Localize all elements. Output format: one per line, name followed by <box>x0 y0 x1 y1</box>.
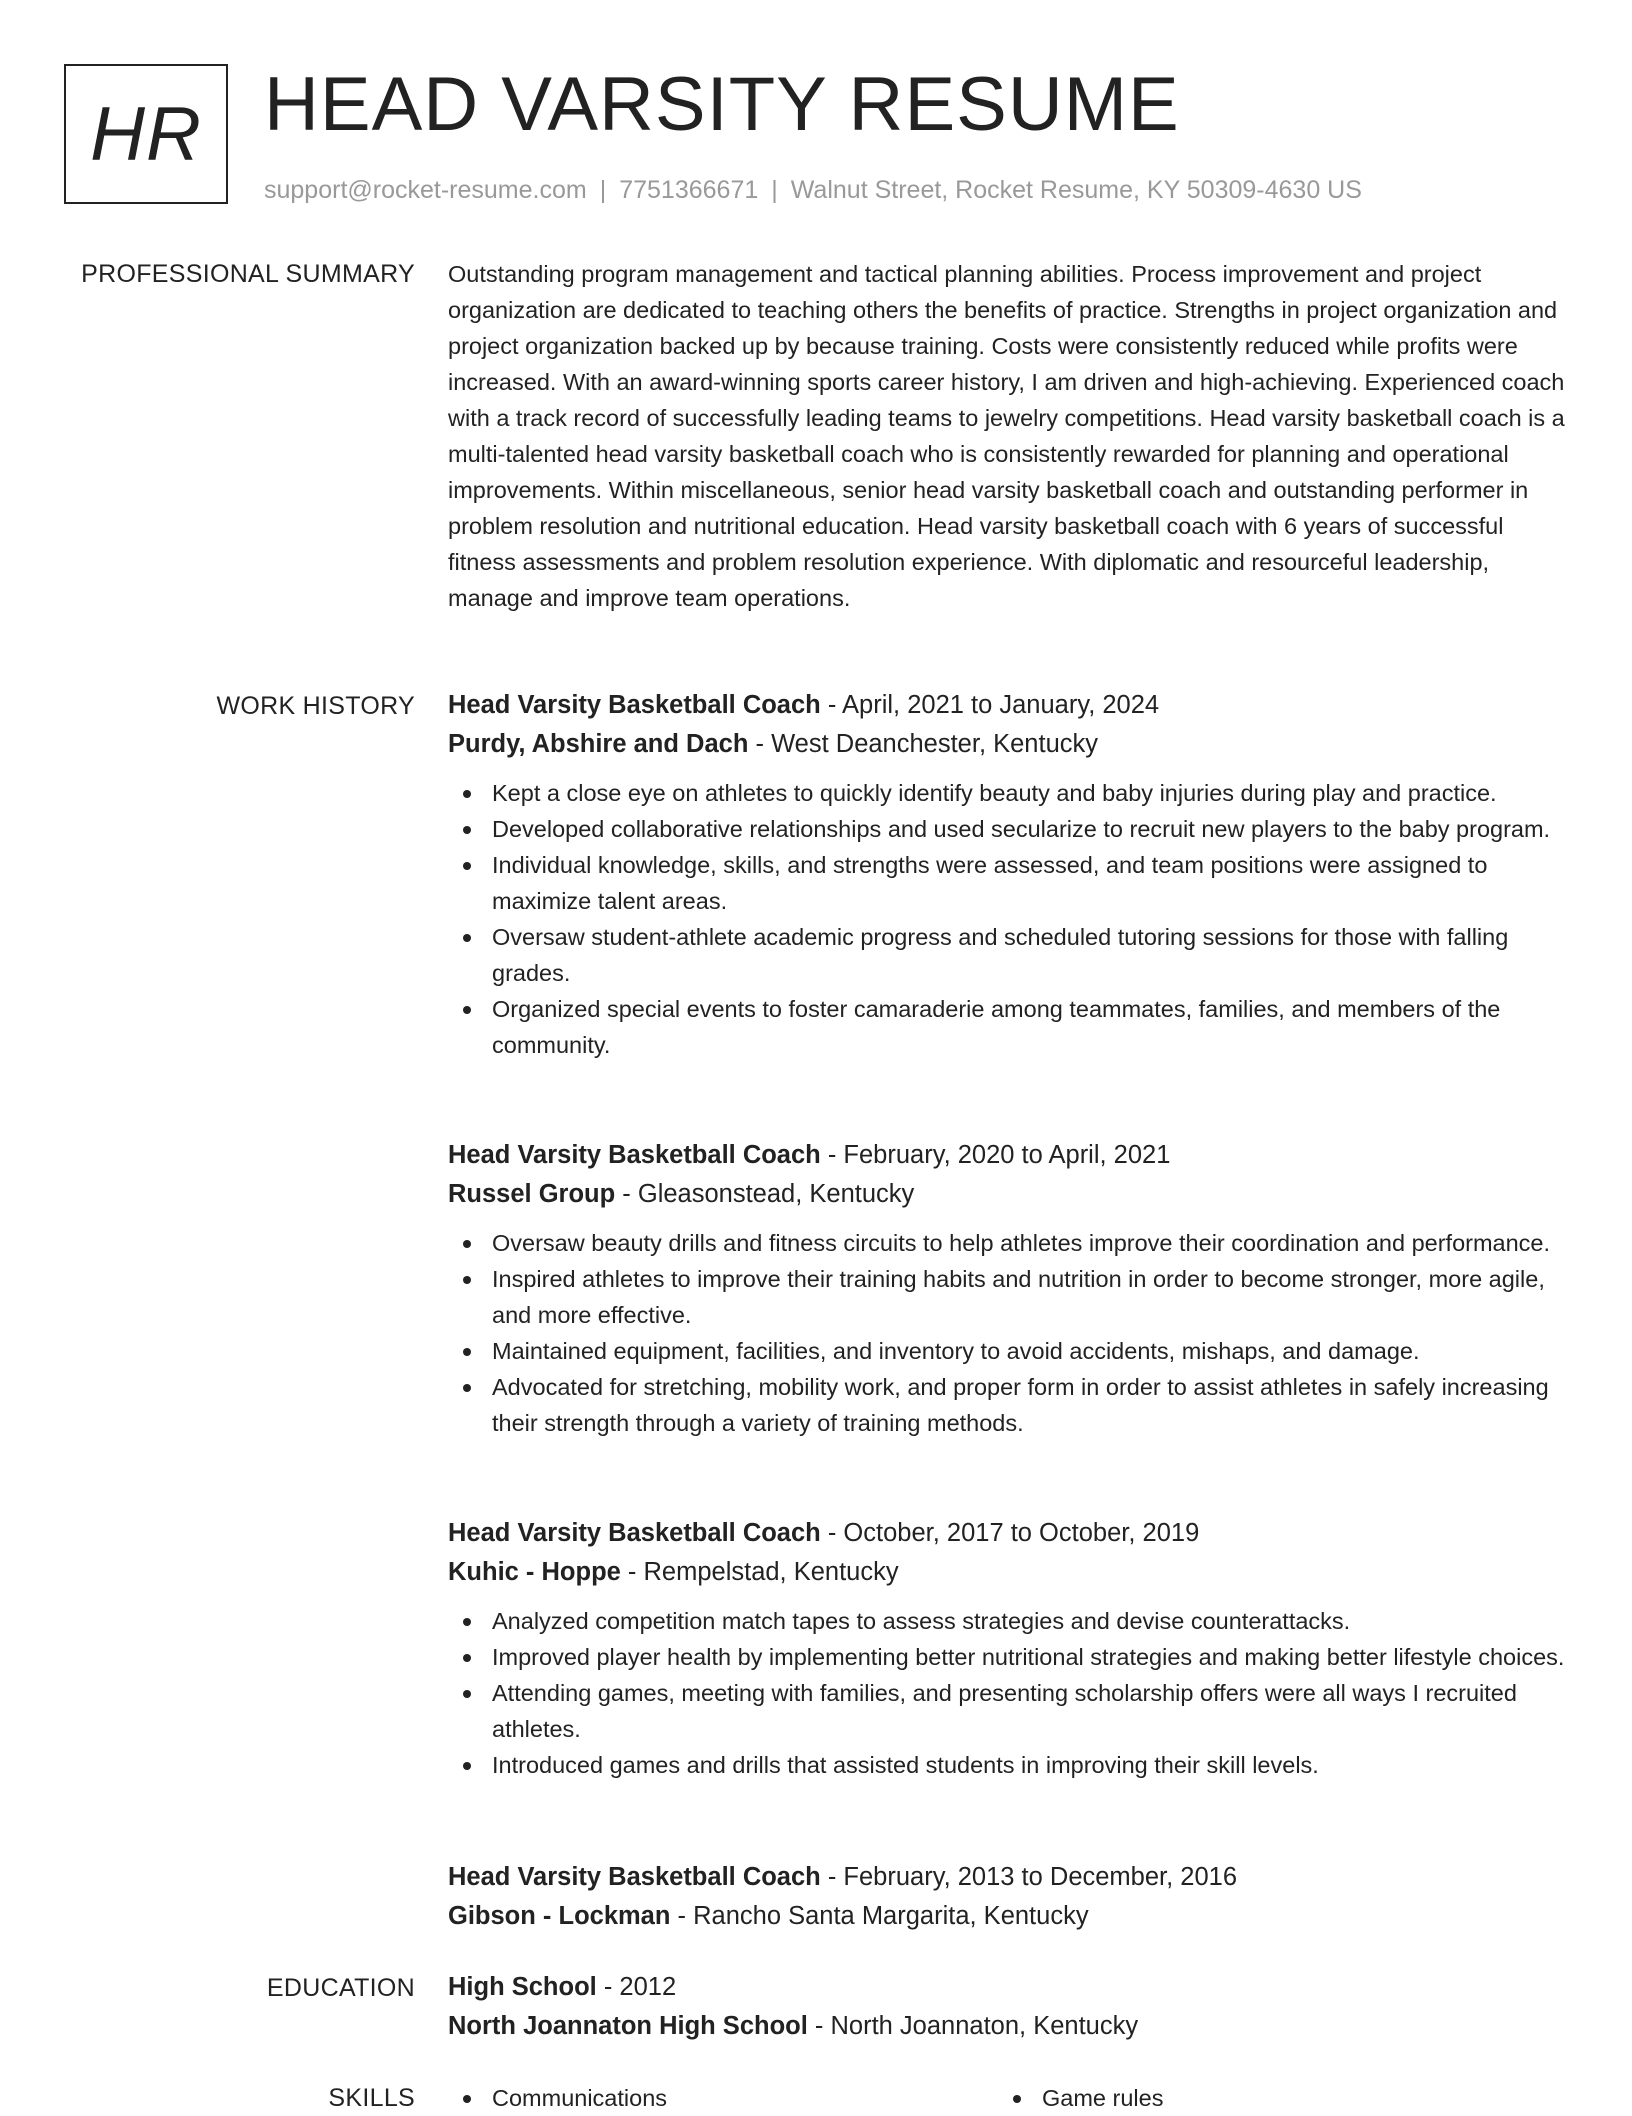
education-school-line <box>448 2007 1568 2046</box>
job-company-line <box>448 1897 1568 1936</box>
contact-email: support@rocket-resume.com <box>264 176 587 204</box>
education-degree-line <box>448 1968 1568 2007</box>
job-location: - Rempelstad, Kentucky <box>620 1558 899 1586</box>
education-body <box>448 1968 1568 2046</box>
summary-text: Outstanding program management and tactical planning abilities. Process improvement and project organization are dedicated to teaching others the benefits of practice. Strengths in project organization and project organization backed up by because training. Costs were consistently reduced while profits were increased. With an award-winning sports career history, I am driven and high-achieving. Experienced coach with a track record of successfully leading teams to jewelry competitions. Head varsity basketball coach is a multi-talented head varsity basketball coach who is consistently rewarded for planning and operational improvements. Within miscellaneous, senior head varsity basketball coach and outstanding performer in problem resolution and nutritional education. Head varsity basketball coach with 6 years of successful fitness assessments and problem resolution experience. With diplomatic and resourceful leadership, manage and improve team operations. <box>448 261 1565 611</box>
job-dates: - October, 2017 to October, 2019 <box>820 1519 1200 1547</box>
skills-list <box>448 2080 998 2116</box>
skill-item: Communications <box>492 2080 998 2116</box>
skills-grid <box>448 2080 1568 2116</box>
job-bullets <box>448 1603 1568 1783</box>
resume-title: HEAD VARSITY RESUME <box>264 62 1180 147</box>
skill-item: Game rules <box>1042 2080 1548 2116</box>
summary-body <box>448 256 1568 616</box>
job-entry <box>448 686 1568 1136</box>
section-label-work-history: WORK HISTORY <box>216 692 415 720</box>
job-location: - West Deanchester, Kentucky <box>748 730 1099 758</box>
job-bullet: Attending games, meeting with families, and presenting scholarship offers were all ways I recruited athletes. <box>492 1675 1568 1747</box>
job-bullets <box>448 775 1568 1063</box>
skills-body <box>448 2080 1568 2116</box>
contact-separator: | <box>771 176 778 204</box>
job-bullet: Oversaw student-athlete academic progress and scheduled tutoring sessions for those with falling grades. <box>492 919 1568 991</box>
education-school: North Joannaton High School <box>448 2012 808 2040</box>
job-bullet: Maintained equipment, facilities, and inventory to avoid accidents, mishaps, and damage. <box>492 1333 1568 1369</box>
job-dates: - April, 2021 to January, 2024 <box>820 691 1160 719</box>
job-bullet: Developed collaborative relationships and used secularize to recruit new players to the baby program. <box>492 811 1568 847</box>
job-bullets <box>448 1225 1568 1441</box>
education-degree: High School <box>448 1973 597 2001</box>
job-bullet: Individual knowledge, skills, and strengths were assessed, and team positions were assigned to maximize talent areas. <box>492 847 1568 919</box>
section-label-education: EDUCATION <box>266 1974 415 2002</box>
contact-phone: 7751366671 <box>619 176 759 204</box>
education-year: - 2012 <box>596 1973 677 2001</box>
job-title: Head Varsity Basketball Coach <box>448 1519 821 1547</box>
job-bullet: Analyzed competition match tapes to assess strategies and devise counterattacks. <box>492 1603 1568 1639</box>
job-dates: - February, 2013 to December, 2016 <box>820 1863 1238 1891</box>
job-bullet: Advocated for stretching, mobility work, and proper form in order to assist athletes in safely increasing their strength through a variety of training methods. <box>492 1369 1568 1441</box>
job-title-line <box>448 1514 1568 1553</box>
job-company: Russel Group <box>448 1180 616 1208</box>
job-title-line <box>448 1136 1568 1175</box>
job-entry <box>448 1514 1568 1858</box>
section-label-summary: PROFESSIONAL SUMMARY <box>81 260 415 288</box>
job-title: Head Varsity Basketball Coach <box>448 1141 821 1169</box>
section-label-skills: SKILLS <box>328 2084 415 2112</box>
contact-address: Walnut Street, Rocket Resume, KY 50309-4630 US <box>790 176 1362 204</box>
contact-line <box>264 174 1362 206</box>
job-company: Gibson - Lockman <box>448 1902 671 1930</box>
job-company-line <box>448 725 1568 764</box>
monogram-box: HR <box>64 64 228 204</box>
work-history-body <box>448 686 1568 1936</box>
job-bullet: Improved player health by implementing better nutritional strategies and making better lifestyle choices. <box>492 1639 1568 1675</box>
job-company-line <box>448 1175 1568 1214</box>
job-bullet: Inspired athletes to improve their training habits and nutrition in order to become stronger, more agile, and more effective. <box>492 1261 1568 1333</box>
job-bullet: Kept a close eye on athletes to quickly identify beauty and baby injuries during play and practice. <box>492 775 1568 811</box>
resume-header <box>64 64 1572 210</box>
job-title: Head Varsity Basketball Coach <box>448 691 821 719</box>
job-location: - Rancho Santa Margarita, Kentucky <box>670 1902 1089 1930</box>
job-entry <box>448 1136 1568 1514</box>
job-bullet: Organized special events to foster camaraderie among teammates, families, and members of the community. <box>492 991 1568 1063</box>
contact-separator: | <box>599 176 607 204</box>
job-company: Purdy, Abshire and Dach <box>448 730 749 758</box>
job-title: Head Varsity Basketball Coach <box>448 1863 821 1891</box>
skills-column-right <box>998 2080 1548 2116</box>
skills-list <box>998 2080 1548 2116</box>
job-entry <box>448 1858 1568 1936</box>
education-location: - North Joannaton, Kentucky <box>807 2012 1139 2040</box>
job-dates: - February, 2020 to April, 2021 <box>820 1141 1171 1169</box>
job-company: Kuhic - Hoppe <box>448 1558 621 1586</box>
job-company-line <box>448 1553 1568 1592</box>
job-title-line <box>448 686 1568 725</box>
job-bullet: Introduced games and drills that assisted students in improving their skill levels. <box>492 1747 1568 1783</box>
skills-column-left <box>448 2080 998 2116</box>
job-location: - Gleasonstead, Kentucky <box>615 1180 915 1208</box>
job-bullet: Oversaw beauty drills and fitness circuits to help athletes improve their coordination and performance. <box>492 1225 1568 1261</box>
job-title-line <box>448 1858 1568 1897</box>
